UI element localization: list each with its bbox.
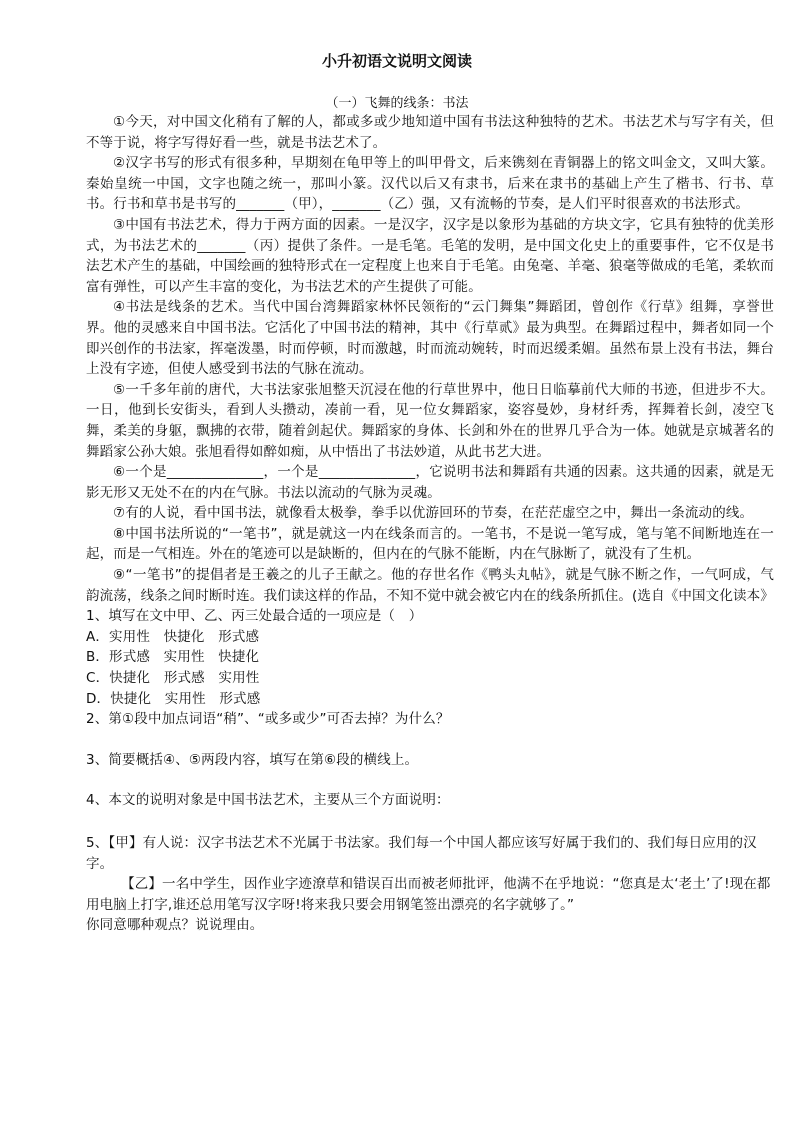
question-5: 5、【甲】有人说：汉字书法艺术不光属于书法家。我们每一个中国人都应该写好属于我们的、我们每日应用的汉字。 — [86, 835, 757, 872]
paragraph-2: ②汉字书写的形式有很多种，早期刻在龟甲等上的叫甲骨文，后来镌刻在青铜器上的铭文叫金文，又叫大篆。秦始皇统一中国，文字也随之统一，那叫小篆。汉代以后又有隶书，后来在隶书的基础上产生了楷书、行书、草书。行书和草书是书写的_______（甲），_______（乙）强，又有流畅的节奏，是人们平时很喜欢的书法形式。 — [86, 155, 774, 213]
answer-space — [86, 730, 774, 750]
paragraph-9: ⑨“一笔书”的提倡者是王羲之的儿子王献之。他的存世名作《鸭头丸帖》，就是气脉不断之作，一气呵成，气韵流荡，线条之间时断时连。我们读这样的作品，不知不觉中就会被它内在的线条所抓住。(选自《中国文化读本》 — [86, 567, 774, 604]
question-2: 2、第①段中加点词语“稍”、“或多或少”可否去掉？为什么？ — [86, 711, 450, 728]
question-3: 3、简要概括④、⑤两段内容，填写在第⑥段的横线上。 — [86, 751, 419, 768]
question-1-option-d: D．快捷化 实用性 形式感 — [86, 690, 261, 707]
question-5-prompt: 你同意哪种观点？说说理由。 — [86, 917, 264, 934]
question-5-part-b: 【乙】一名中学生，因作业字迹潦草和错误百出而被老师批评，他满不在乎地说：“您真是太‘老土’了!现在都用电脑上打字,谁还总用笔写汉字呀!将来我只要会用钢笔签出漂亮的名字就够了。” — [86, 876, 771, 913]
question-1-option-c: C．快捷化 形式感 实用性 — [86, 670, 260, 687]
paragraph-4: ④书法是线条的艺术。当代中国台湾舞蹈家林怀民领衔的“云门舞集”舞蹈团，曾创作《行草》组舞，享誉世界。他的灵感来自中国书法。它活化了中国书法的精神，其中《行草贰》最为典型。在舞蹈过程中，舞者如同一个即兴创作的书法家，挥毫泼墨，时而停顿，时而激越，时而流动婉转，时而迟缓柔媚。虽然布景上没有书法，舞台上没有字迹，但使人感受到书法的气脉在流动。 — [86, 299, 774, 378]
question-1-option-a: A．实用性 快捷化 形式感 — [86, 628, 260, 645]
question-4: 4、本文的说明对象是中国书法艺术，主要从三个方面说明： — [86, 792, 450, 809]
answer-space — [86, 811, 774, 833]
answer-space — [86, 770, 774, 790]
article-body — [86, 112, 774, 936]
question-1: 1、填写在文中甲、乙、丙三处最合适的一项应是（ ） — [86, 608, 423, 625]
question-1-option-b: B．形式感 实用性 快捷化 — [86, 649, 260, 666]
paragraph-8: ⑧中国书法所说的“一笔书”，就是就这一内在线条而言的。一笔书，不是说一笔写成，笔与笔不间断地连在一起，而是一气相连。外在的笔迹可以是缺断的，但内在的气脉不能断，内在气脉断了，就没有了生机。 — [86, 525, 774, 563]
paragraph-5: ⑤一千多年前的唐代，大书法家张旭整天沉浸在他的行草世界中，他日日临摹前代大师的书迹，但进步不大。一日，他到长安街头，看到人头攒动，凑前一看，见一位女舞蹈家，姿容曼妙，身材纤秀，挥舞着长剑，凌空飞舞，柔美的身躯，飘拂的衣带，随着剑起伏。舞蹈家的身体、长剑和外在的世界几乎合为一体。她就是京城著名的舞蹈家公孙大娘。张旭看得如醉如痴，从中悟出了书法妙道，从此书艺大进。 — [86, 381, 774, 460]
paragraph-3: ③中国有书法艺术，得力于两方面的因素。一是汉字，汉字是以象形为基础的方块文字，它具有独特的优美形式，为书法艺术的_______（丙）提供了条件。一是毛笔。毛笔的发明，是中国文化史上的重要事件，它不仅是书法艺术产生的基础，中国绘画的独特形式在一定程度上也来自于毛笔。由兔毫、羊毫、狼毫等做成的毛笔，柔软而富有弹性，可以产生丰富的变化，为书法艺术的产生提供了可能。 — [86, 216, 774, 295]
paragraph-7: ⑦有的人说，看中国书法，就像看太极拳，拳手以优游回环的节奏，在茫茫虚空之中，舞出一条流动的线。 — [113, 505, 754, 522]
document-title: 小升初语文说明文阅读 — [321, 52, 472, 70]
paragraph-6: ⑥一个是______________，一个是______________，它说明书法和舞蹈有共通的因素。这共通的因素，就是无影无形又无处不在的内在气脉。书法以流动的气脉为灵魂。 — [86, 464, 774, 501]
article-subtitle: （一）飞舞的线条：书法 — [325, 96, 469, 111]
paragraph-1: ①今天，对中国文化稍有了解的人，都或多或少地知道中国有书法这种独特的艺术。书法艺术与写字有关，但不等于说，将字写得好看一些，就是书法艺术了。 — [86, 114, 774, 151]
